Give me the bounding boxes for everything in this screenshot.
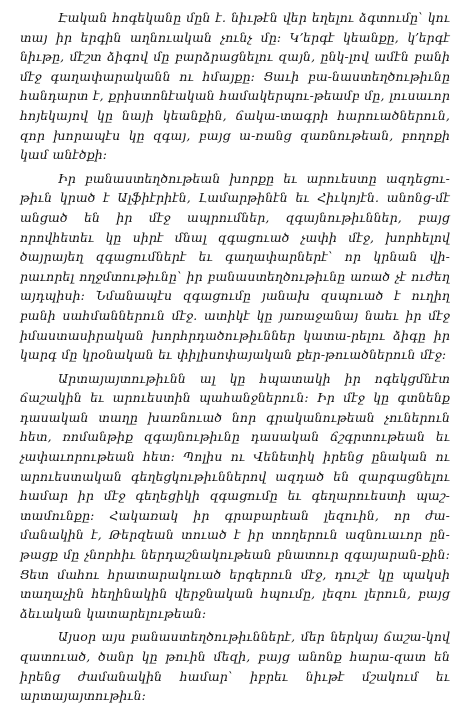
paragraph-4: Այսօր այս բանաստեղծութիւններէ, մեր ներկայ ճաշա-կով զատուած, ծանր կը թուին մեզի, բայց անոնք հարա-զատ են իրենց ժամանակին համար՝ իբրեւ նիւթէ մշակում եւ արտայայտութիւն: xyxy=(20,629,450,704)
paragraph-1: Էական հոգեկանը մըն է. նիւթէն վեր եղելու ձգտումը՝ կու տայ իր երգին աղնուական չունչ մը: Կ՚երգէ կեանքը, կ՚երգէ նիւթը, մէշտ ձիգով մը բարձրացնելու զայն, ընկ-լով ամէն բանի մէջ գաղափարականն ու հմայքը: Ցաւի բա-նաստեղծութիւնը հանդարտ է, քրիստոնէական համակերպու-թեամբ մը, լուսաւոր հոյեկայով կը նայի կեանքին, ճակա-տագրի հարուածներուն, զոր խորապէս կը զգայ, բայց ա-ռանց զառնութեան, բողոքի կամ անէծքի: xyxy=(20,10,450,163)
paragraph-2: Իր բանաստեղծութեան խորքը եւ արուեստը ազդեցու-թիւն կրած է Ալֆիէրիէն, Լամարթինէն եւ Հիւկոյէն. անոնց-մէ անցած են իր մէջ ապրումներ, զգայնութիւններ, բայց որովհետեւ կը սիրէ մնալ զգացուած չափի մէջ, խորհելով ծայրայեղ զգացումներէ եւ գաղափարներէ՝ որ կրնան վի-րաւորել ողջմտութիւնը՝ իր բանաստեղծութիւնը առած չէ ուժեղ այդպիսի: Նմանապէս զգացումը յանախ զսպուած է ուղիղ բանի սահմաններուն մէջ. ատիկէ կը յառաջանայ նաեւ իր մէջ իմաստասիրական խորհրդածութիւններ կատա-րելու ձիգը իր կարգ մը կրօնական եւ փիլիսոփայական քեր-թուածներուն մէջ: xyxy=(20,170,450,363)
document-page xyxy=(20,8,450,718)
paragraph-3: Արտայայտութիւնն ալ կը հպատակի իր ոգեկցմնէտ ճաշակին եւ արուեստին պահանջներուն: Իր մէջ կը գտնենք դասական տաղը խառնուած նոր գրականութեան չուներուն հետ, ռոմանթիք զգայնութիւնը դասական ճշգրտութեան եւ չափաւորութեան հետ: Պոլիս ու Վենետիկ իրենց ընական ու արուեստական գեղեցկութիւններով ազդած են զարգացնելու համար իր մէջ գեղեցիկի զգացումը եւ գեղարուեստի պաշ-տամունքը: Հակառակ իր գրաբարեան լեզուին, որ ժա-մանակին է, Թերզեան տուած է իր տողերուն ազնուաւոր ըն-թացք մը չնորհիւ ներդաշնակութեան բնատուր զգայարան-քին: Ցետ մահու հրատարակուած երգերուն մէջ, դուշէ կը պակսի տաղաչին հեղինակին վերջնական հպումը, լեզու լերուն, բայց ձեւական կատարելութեան: xyxy=(20,370,450,621)
